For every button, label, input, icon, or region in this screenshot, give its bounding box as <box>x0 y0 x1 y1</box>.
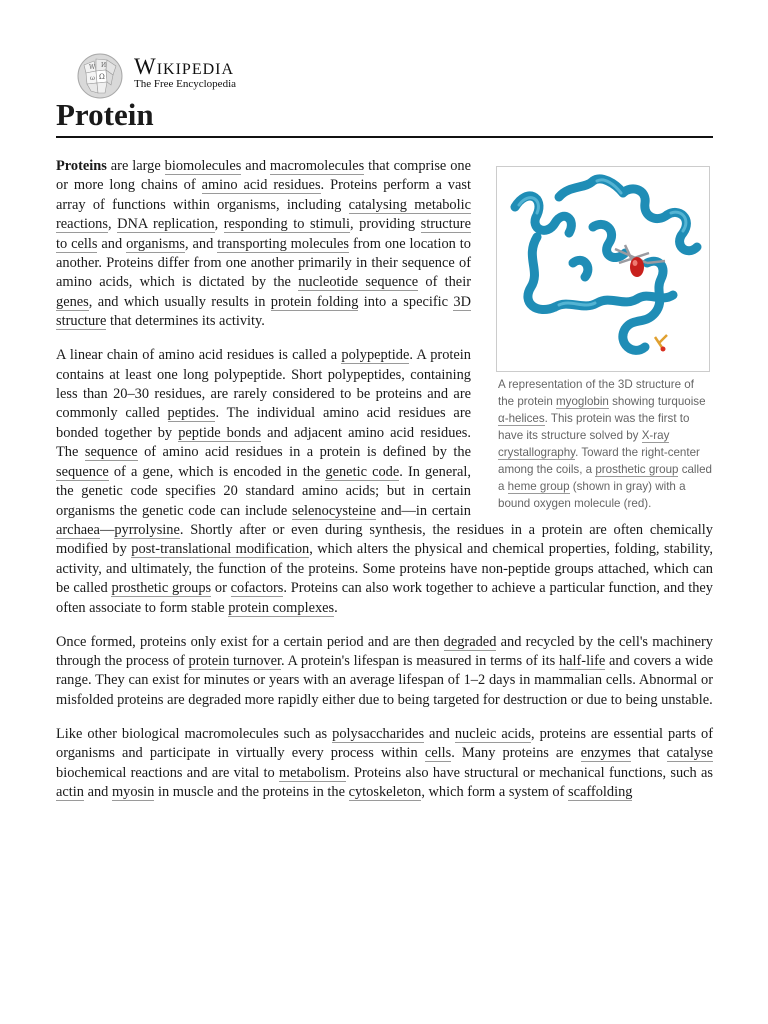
site-name: Wikipedia <box>134 54 235 79</box>
wiki-link[interactable]: myosin <box>111 783 155 800</box>
wiki-link[interactable]: genes <box>56 293 89 310</box>
text-run: . A protein contains at least one long polypeptide. Short polypeptides, containing less than 20–30 residues, are rarely considered to be proteins and are commonly called <box>56 347 471 422</box>
wiki-link[interactable]: degraded <box>443 633 497 650</box>
wiki-link[interactable]: polysaccharides <box>332 725 425 742</box>
wiki-link[interactable]: pyrrolysine <box>114 521 180 538</box>
text-run: (shown in gray) with a bound oxygen molecule (red). <box>498 480 686 510</box>
wiki-link[interactable]: actin <box>56 783 84 800</box>
site-tagline: The Free Encyclopedia <box>134 78 237 90</box>
wiki-link[interactable]: cells <box>424 745 452 762</box>
wiki-link[interactable]: enzymes <box>580 745 631 762</box>
wiki-link[interactable]: catalysing metabolic reactions <box>56 196 471 233</box>
text-run: of a gene, which is encoded in the <box>108 463 326 480</box>
text-run: , and which usually results in <box>88 293 271 310</box>
text-run: and <box>83 783 112 800</box>
text-run: and <box>241 158 270 174</box>
page-title: Protein <box>56 96 713 138</box>
text-run: into a specific <box>358 293 454 310</box>
text-run: Like other biological macromolecules such as <box>56 725 333 742</box>
figure-caption <box>498 376 713 512</box>
text-run: of their <box>418 274 471 291</box>
text-run: or <box>211 580 231 597</box>
wiki-link[interactable]: responding to stimuli <box>223 216 350 233</box>
text-run: . Proteins also have structural or mechanical functions, such as <box>346 764 713 781</box>
text-run: . <box>334 599 338 616</box>
text-run: , which alters the physical and chemical properties, folding, stability, activity, and ultimately, the function of the proteins. Some proteins have non-peptide groups attached, which can be called <box>56 541 713 597</box>
wiki-link[interactable]: protein complexes <box>228 599 335 616</box>
wiki-link[interactable]: selenocysteine <box>292 502 376 519</box>
wiki-link[interactable]: macromolecules <box>269 158 365 174</box>
text-run: A linear chain of amino acid residues is called a <box>56 347 342 364</box>
wiki-link[interactable]: peptide bonds <box>178 424 262 441</box>
text-run: . This protein was the first to have its structure solved by <box>498 412 690 442</box>
wiki-link[interactable]: sequence <box>56 463 109 480</box>
wiki-link[interactable]: myoglobin <box>556 395 609 408</box>
wiki-link[interactable]: half-life <box>558 652 606 669</box>
wiki-link[interactable]: nucleotide sequence <box>298 274 419 291</box>
wikipedia-globe-logo[interactable] <box>74 53 126 99</box>
wiki-link[interactable]: cofactors <box>230 580 284 597</box>
text-run: and adjacent amino acid residues. The <box>56 424 471 461</box>
wiki-link[interactable]: 3D structure <box>56 293 471 330</box>
text-run: Once formed, proteins only exist for a certain period and are then <box>56 633 444 650</box>
text-run: , which form a system of <box>421 783 568 800</box>
text-run: , <box>107 216 118 233</box>
wiki-link[interactable]: organisms <box>126 235 185 252</box>
article-paragraph <box>56 633 713 711</box>
wiki-link[interactable]: metabolism <box>278 764 347 781</box>
svg-text:ω: ω <box>90 75 95 82</box>
text-run: and <box>424 725 455 742</box>
wiki-link[interactable]: archaea <box>56 521 100 538</box>
text-run: and <box>97 235 127 252</box>
wiki-link[interactable]: X-ray crystallography <box>498 429 670 459</box>
text-run: — <box>99 521 115 538</box>
text-run: that comprise one or more long chains of <box>56 158 471 194</box>
wiki-link[interactable]: amino acid residues <box>201 177 321 194</box>
wiki-link[interactable]: α-helices <box>498 412 545 425</box>
bold-term: Proteins <box>56 158 107 174</box>
text-run: , <box>214 216 224 233</box>
wiki-link[interactable]: catalyse <box>666 745 713 762</box>
text-run: from one location to another. Proteins differ from one another primarily in their sequence of amino acids, which is dictated by the <box>56 235 471 291</box>
wikipedia-wordmark[interactable] <box>134 55 236 90</box>
wiki-link[interactable]: transporting molecules <box>217 235 350 252</box>
svg-text:Ω: Ω <box>99 73 105 81</box>
text-run: biochemical reactions and are vital to <box>56 764 279 781</box>
text-run: called a <box>498 463 712 493</box>
wiki-link[interactable]: DNA replication <box>117 216 215 233</box>
image-figure <box>496 166 713 512</box>
text-run: . A protein's lifespan is measured in terms of its <box>281 652 559 669</box>
text-run: , proteins are essential parts of organisms and participate in virtually every process within <box>56 725 713 762</box>
wiki-link[interactable]: structure to cells <box>56 216 471 252</box>
wiki-link[interactable]: protein turnover <box>188 652 281 669</box>
wiki-link[interactable]: cytoskeleton <box>348 783 422 800</box>
wiki-link[interactable]: scaffolding <box>568 783 633 800</box>
wiki-link[interactable]: biomolecules <box>164 158 242 174</box>
article-paragraph <box>56 725 713 803</box>
text-run: . Many proteins are <box>451 745 581 762</box>
text-run: . In general, the genetic code specifies 20 standard amino acids; but in certain organisms the genetic code can include <box>56 463 471 519</box>
text-run: , providing <box>349 216 421 233</box>
text-run: showing turquoise <box>608 395 706 408</box>
wiki-link[interactable]: prosthetic group <box>595 463 679 476</box>
text-run: in muscle and the proteins in the <box>154 783 349 800</box>
text-run: and—in certain <box>375 502 472 519</box>
wiki-link[interactable]: sequence <box>84 444 138 461</box>
text-run: . Proteins perform a vast array of functions within organisms, including <box>56 177 471 213</box>
text-run: that determines its activity. <box>106 313 265 330</box>
text-run: , and <box>185 235 218 252</box>
text-run: are large <box>106 158 165 174</box>
text-run: A representation of the 3D structure of the protein <box>498 378 694 408</box>
svg-text:W: W <box>89 64 96 71</box>
wiki-link[interactable]: polypeptide <box>341 347 410 364</box>
wiki-link[interactable]: protein folding <box>270 293 359 310</box>
text-run: of amino acid residues in a protein is defined by the <box>137 444 471 461</box>
text-run: . Shortly after or even during synthesis, the residues in a protein are often chemically modified by <box>56 521 713 558</box>
article-body <box>56 157 713 817</box>
myoglobin-image[interactable] <box>496 166 710 372</box>
wiki-link[interactable]: nucleic acids <box>454 725 531 742</box>
wiki-link[interactable]: heme group <box>507 480 570 493</box>
wiki-link[interactable]: genetic code <box>325 463 400 480</box>
text-run: . Toward the right-center among the coils, a <box>498 446 700 476</box>
svg-text:И: И <box>101 62 107 69</box>
text-run: . Proteins can also work together to achieve a particular function, and they often associate to form stable <box>56 580 713 616</box>
text-run: that <box>630 745 667 762</box>
wiki-link[interactable]: peptides <box>167 405 216 422</box>
wiki-link[interactable]: post-translational modification <box>131 541 310 558</box>
text-run: . The individual amino acid residues are bonded together by <box>56 405 471 441</box>
wiki-link[interactable]: prosthetic groups <box>111 580 212 597</box>
text-run: and covers a wide range. They can exist for minutes or years with an average lifespan of 1–2 days in mammalian cells. Abnormal or misfolded proteins are degraded more rapidly either due to being targeted for destruction or due to being unstable. <box>56 652 713 708</box>
text-run: and recycled by the cell's machinery through the process of <box>56 633 713 669</box>
